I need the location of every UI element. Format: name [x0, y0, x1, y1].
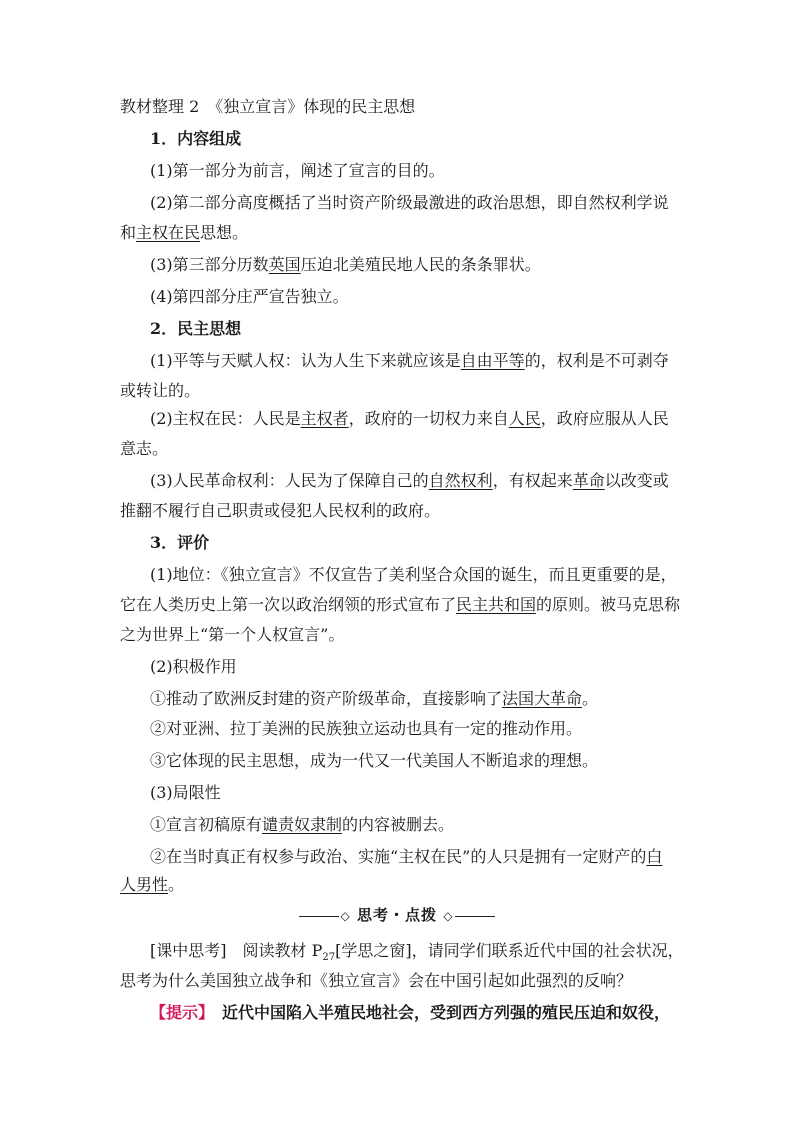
divider-rule-left	[299, 916, 339, 917]
heading-content-composition: 1．内容组成	[150, 129, 242, 148]
divider-rule-right	[455, 916, 495, 917]
paragraph: (2)第二部分高度概括了当时资产阶级最激进的政治思想，即自然权利学说	[150, 193, 669, 212]
paragraph: (1)地位：《独立宣言》不仅宣告了美利坚合众国的诞生，而且更重要的是，	[150, 565, 677, 584]
paragraph: 意志。	[120, 439, 169, 458]
paragraph: (2)主权在民：人民是主权者，政府的一切权力来自人民，政府应服从人民	[150, 409, 669, 428]
paragraph: (1)平等与天赋人权：认为人生下来就应该是自由平等的，权利是不可剥夺	[150, 351, 669, 370]
paragraph: ②在当时真正有权参与政治、实施“主权在民”的人只是拥有一定财产的白	[150, 847, 663, 866]
underlined-term: 自由平等	[460, 351, 525, 370]
paragraph: ②对亚洲、拉丁美洲的民族独立运动也具有一定的推动作用。	[150, 719, 583, 738]
paragraph: ①宣言初稿原有谴责奴隶制的内容被删去。	[150, 815, 455, 834]
heading-evaluation: 3．评价	[150, 533, 210, 552]
think-question: [课中思考] 阅读教材 $P_{27}$[学思之窗]，请同学们联系近代中国的社会状况，	[150, 941, 684, 964]
paragraph: ③它体现的民主思想，成为一代又一代美国人不断追求的理想。	[150, 751, 599, 770]
hint: 【提示】 近代中国陷入半殖民地社会，受到西方列强的殖民压迫和奴役，	[150, 1003, 671, 1022]
paragraph: (3)人民革命权利：人民为了保障自己的自然权利，有权起来革命以改变或	[150, 471, 669, 490]
paragraph: 之为世界上“第一个人权宣言”。	[120, 625, 345, 644]
section-title: 教材整理 2 《独立宣言》体现的民主思想	[120, 97, 416, 116]
underlined-term: 民主共和国	[456, 595, 537, 614]
divider-title: 思考・点拨	[356, 906, 437, 924]
hint-label: 【提示】	[150, 1003, 207, 1022]
underlined-term: 主权者	[300, 409, 349, 428]
underlined-term: 白	[646, 847, 663, 866]
underlined-term: 人民	[508, 409, 541, 428]
think-question-cont: 思考为什么美国独立战争和《独立宣言》会在中国引起如此强烈的反响？	[120, 971, 633, 990]
paragraph: 或转让的。	[120, 381, 201, 400]
think-tag: [课中思考]	[150, 941, 227, 960]
paragraph: (4)第四部分庄严宣告独立。	[150, 287, 349, 306]
paragraph: 和主权在民思想。	[120, 223, 249, 242]
paragraph: (3)局限性	[150, 783, 221, 802]
paragraph: (1)第一部分为前言，阐述了宣言的目的。	[150, 161, 445, 180]
think-divider	[0, 904, 794, 925]
underlined-term: 法国大革命	[502, 689, 583, 708]
paragraph: (3)第三部分历数英国压迫北美殖民地人民的条条罪状。	[150, 255, 541, 274]
underlined-term: 革命	[572, 471, 605, 490]
underlined-term: 谴责奴隶制	[262, 815, 343, 834]
paragraph: 推翻不履行自己职责或侵犯人民权利的政府。	[120, 501, 441, 520]
diamond-icon: ◇	[340, 909, 351, 923]
diamond-icon: ◇	[443, 909, 454, 923]
underlined-term: 主权在民	[136, 223, 201, 242]
underlined-term: 人男性	[120, 875, 169, 894]
underlined-term: 英国	[268, 255, 301, 274]
paragraph: 它在人类历史上第一次以政治纲领的形式宣布了民主共和国的原则。被马克思称	[120, 595, 681, 614]
paragraph: ①推动了欧洲反封建的资产阶级革命，直接影响了法国大革命。	[150, 689, 599, 708]
paragraph: (2)积极作用	[150, 657, 237, 676]
heading-democratic-thought: 2．民主思想	[150, 319, 242, 338]
paragraph: 人男性。	[120, 875, 185, 894]
underlined-term: 自然权利	[428, 471, 493, 490]
